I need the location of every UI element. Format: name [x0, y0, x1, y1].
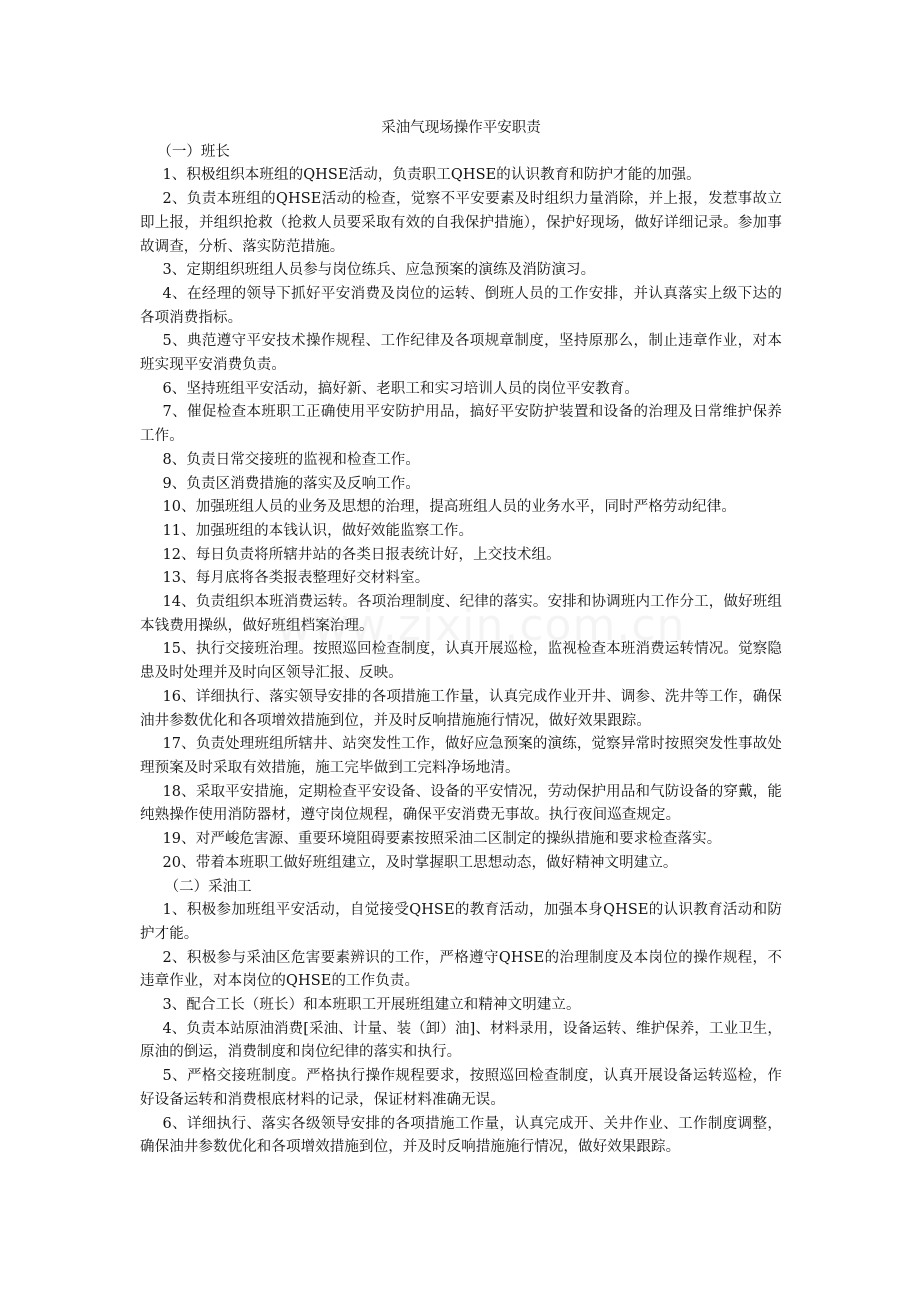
- paragraph: 20、带着本班职工做好班组建立，及时掌握职工思想动态，做好精神文明建立。: [162, 854, 678, 871]
- paragraph: 5、典范遵守平安技术操作规程、工作纪律及各项规章制度，坚持原那么，制止违章作业，对本班实现平安消费负责。: [140, 333, 782, 374]
- section-heading-monitor: （一）班长: [157, 143, 230, 160]
- paragraph: 9、负责区消费措施的落实及反响工作。: [162, 475, 420, 492]
- paragraph: 2、积极参与采油区危害要素辨识的工作，严格遵守QHSE的治理制度及本岗位的操作规程，不违章作业，对本岗位的QHSE的工作负责。: [140, 949, 782, 990]
- paragraph: 18、采取平安措施，定期检查平安设备、设备的平安情况，劳动保护用品和气防设备的穿戴，能纯熟操作使用消防器材，遵守岗位规程，确保平安消费无事故。执行夜间巡查规定。: [140, 783, 782, 824]
- paragraph: 4、在经理的领导下抓好平安消费及岗位的运转、倒班人员的工作安排，并认真落实上级下达的各项消费指标。: [140, 285, 782, 326]
- paragraph: 11、加强班组的本钱认识，做好效能监察工作。: [162, 522, 474, 539]
- paragraph: 3、配合工长（班长）和本班职工开展班组建立和精神文明建立。: [162, 997, 581, 1014]
- paragraph: 17、负责处理班组所辖井、站突发性工作，做好应急预案的演练，觉察异常时按照突发性事故处理预案及时采取有效措施，施工完毕做到工完料净场地清。: [140, 736, 782, 776]
- paragraph: 16、详细执行、落实领导安排的各项措施工作量，认真完成作业开井、调参、洗井等工作，确保油井参数优化和各项增效措施到位，并及时反响措施施行情况，做好效果跟踪。: [140, 688, 782, 729]
- paragraph: 15、执行交接班治理。按照巡回检查制度，认真开展巡检，监视检查本班消费运转情况。觉察隐患及时处理并及时向区领导汇报、反映。: [140, 641, 782, 682]
- paragraph: 19、对严峻危害源、重要环境阻碍要素按照采油二区制定的操纵措施和要求检查落实。: [162, 831, 722, 848]
- paragraph: 5、严格交接班制度。严格执行操作规程要求，按照巡回检查制度，认真开展设备运转巡检，作好设备运转和消费根底材料的记录，保证材料准确无误。: [140, 1068, 782, 1108]
- paragraph: 6、详细执行、落实各级领导安排的各项措施工作量，认真完成开、关井作业、工作制度调整，确保油井参数优化和各项增效措施到位，并及时反响措施施行情况，做好效果跟踪。: [140, 1115, 782, 1156]
- paragraph: 8、负责日常交接班的监视和检查工作。: [162, 451, 420, 468]
- paragraph: 14、负责组织本班消费运转。各项治理制度、纪律的落实。安排和协调班内工作分工，做好班组本钱费用操纵，做好班组档案治理。: [140, 594, 782, 634]
- document-title: 采油气现场操作平安职责: [381, 120, 541, 136]
- paragraph: 13、每月底将各类报表整理好交材料室。: [162, 570, 430, 587]
- paragraph: 1、积极组织本班组的QHSE活动，负责职工QHSE的认识教育和防护才能的加强。: [162, 167, 701, 184]
- paragraph: 12、每日负责将所辖井站的各类日报表统计好，上交技术组。: [162, 546, 561, 563]
- paragraph: 2、负责本班组的QHSE活动的检查，觉察不平安要素及时组织力量消除，并上报，发惹事故立即上报，并组织抢救（抢救人员要采取有效的自我保护措施），保护好现场，做好详细记录。参加事故调查，分析、落实防范措施。: [140, 191, 782, 255]
- paragraph: 10、加强班组人员的业务及思想的治理，提高班组人员的业务水平，同时严格劳动纪律。: [162, 499, 736, 516]
- paragraph: 1、积极参加班组平安活动，自觉接受QHSE的教育活动，加强本身QHSE的认识教育活动和防护才能。: [140, 902, 782, 942]
- document-body: [140, 117, 782, 1160]
- paragraph: 7、催促检查本班职工正确使用平安防护用品，搞好平安防护装置和设备的治理及日常维护保养工作。: [140, 404, 782, 445]
- paragraph: 6、坚持班组平安活动，搞好新、老职工和实习培训人员的岗位平安教育。: [162, 380, 639, 397]
- paragraph: 3、定期组织班组人员参与岗位练兵、应急预案的演练及消防演习。: [162, 262, 596, 279]
- paragraph: 4、负责本站原油消费[采油、计量、装（卸）油]、材料录用，设备运转、维护保养，工业卫生，原油的倒运，消费制度和岗位纪律的落实和执行。: [140, 1020, 782, 1061]
- section-heading-oil-worker: （二）采油工: [164, 878, 252, 895]
